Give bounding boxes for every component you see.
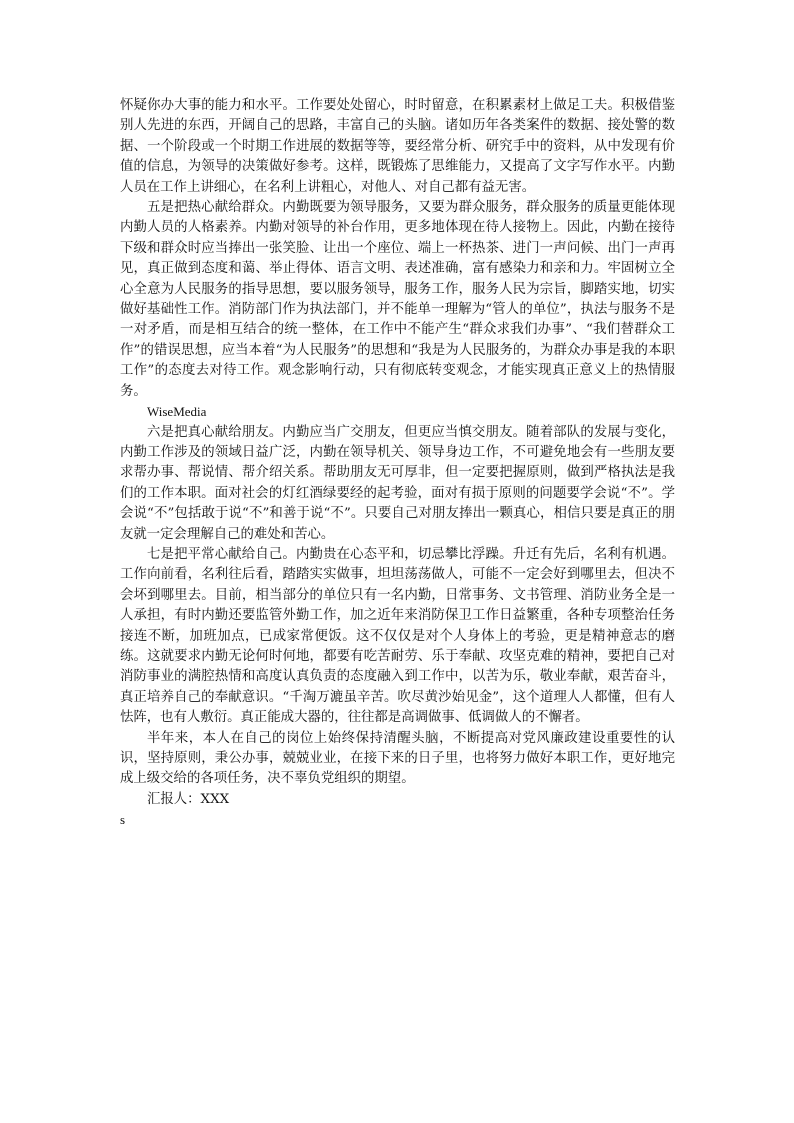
paragraph-sincerity-to-friends: 六是把真心献给朋友。内勤应当广交朋友，但更应当慎交朋友。随着部队的发展与变化，内勤工作涉及的领域日益广泛，内勤在领导机关、领导身边工作，不可避免地会有一些朋友要求帮办事、帮说情、帮介绍关系。帮助朋友无可厚非，但一定要把握原则，做到严格执法是我们的工作本职。面对社会的灯红酒绿要经的起考验，面对有损于原则的问题要学会说“不”。学会说“不”包括敢于说“不”和善于说“不”。只要自己对朋友捧出一颗真心，相信只要是真正的朋友就一定会理解自己的难处和苦心。: [120, 424, 675, 542]
reporter-signature: 汇报人：XXX: [147, 791, 230, 807]
trailing-character: s: [120, 812, 126, 828]
paragraph-serve-the-masses: 五是把热心献给群众。内勤既要为领导服务，又要为群众服务，群众服务的质量更能体现内勤人员的人格素养。内勤对领导的补台作用，更多地体现在待人接物上。因此，内勤在接待下级和群众时应当捧出一张笑脸、让出一个座位、端上一杯热茶、进门一声问候、出门一声再见，真正做到态度和蔼、举止得体、语言文明、表述准确，富有感染力和亲和力。牢固树立全心全意为人民服务的指导思想，要以服务领导，服务工作，服务人民为宗旨，脚踏实地，切实做好基础性工作。消防部门作为执法部门，并不能单一理解为“管人的单位”，执法与服务不是一对矛盾，而是相互结合的统一整体，在工作中不能产生“群众求我们办事”、“我们替群众工作”的错误思想，应当本着“为人民服务”的思想和“我是为人民服务的，为群众办事是我的本职工作”的态度去对待工作。观念影响行动，只有彻底转变观念，才能实现真正意义上的热情服务。: [120, 200, 675, 399]
document-page: [120, 96, 675, 831]
paragraph-calm-mind-for-self: 七是把平常心献给自己。内勤贵在心态平和，切忌攀比浮躁。升迁有先后，名利有机遇。工作向前看，名利往后看，踏踏实实做事，坦坦荡荡做人，可能不一定会好到哪里去，但决不会坏到哪里去。目前，相当部分的单位只有一名内勤，日常事务、文书管理、消防业务全是一人承担，有时内勤还要监管外勤工作，加之近年来消防保卫工作日益繁重，各种专项整治任务接连不断，加班加点，已成家常便饭。这不仅仅是对个人身体上的考验，更是精神意志的磨练。这就要求内勤无论何时何地，都要有吃苦耐劳、乐于奉献、攻坚克难的精神，要把自己对消防事业的满腔热情和高度认真负责的态度融入到工作中，以苦为乐，敬业奉献，艰苦奋斗，真正培养自己的奉献意识。“千淘万漉虽辛苦。吹尽黄沙始见金”，这个道理人人都懂，但有人怯阵，也有人敷衍。真正能成大器的，往往都是高调做事、低调做人的不懈者。: [120, 546, 675, 726]
paragraph-data-accumulation: 怀疑你办大事的能力和水平。工作要处处留心，时时留意，在积累素材上做足工夫。积极借鉴别人先进的东西，开阔自己的思路，丰富自己的头脑。诸如历年各类案件的数据、接处警的数据、一个阶段或一个时期工作进展的数据等等，要经常分析、研究手中的资料，从中发现有价值的信息，为领导的决策做好参考。这样，既锻炼了思维能力，又提高了文字写作水平。内勤人员在工作上讲细心，在名利上讲粗心，对他人、对自己都有益无害。: [120, 98, 675, 195]
paragraph-half-year-summary: 半年来，本人在自己的岗位上始终保持清醒头脑，不断提高对党风廉政建设重要性的认识，坚持原则，秉公办事，兢兢业业，在接下来的日子里，也将努力做好本职工作，更好地完成上级交给的各项任务，决不辜负党组织的期望。: [120, 730, 675, 787]
watermark-text: WiseMedia: [147, 404, 207, 420]
